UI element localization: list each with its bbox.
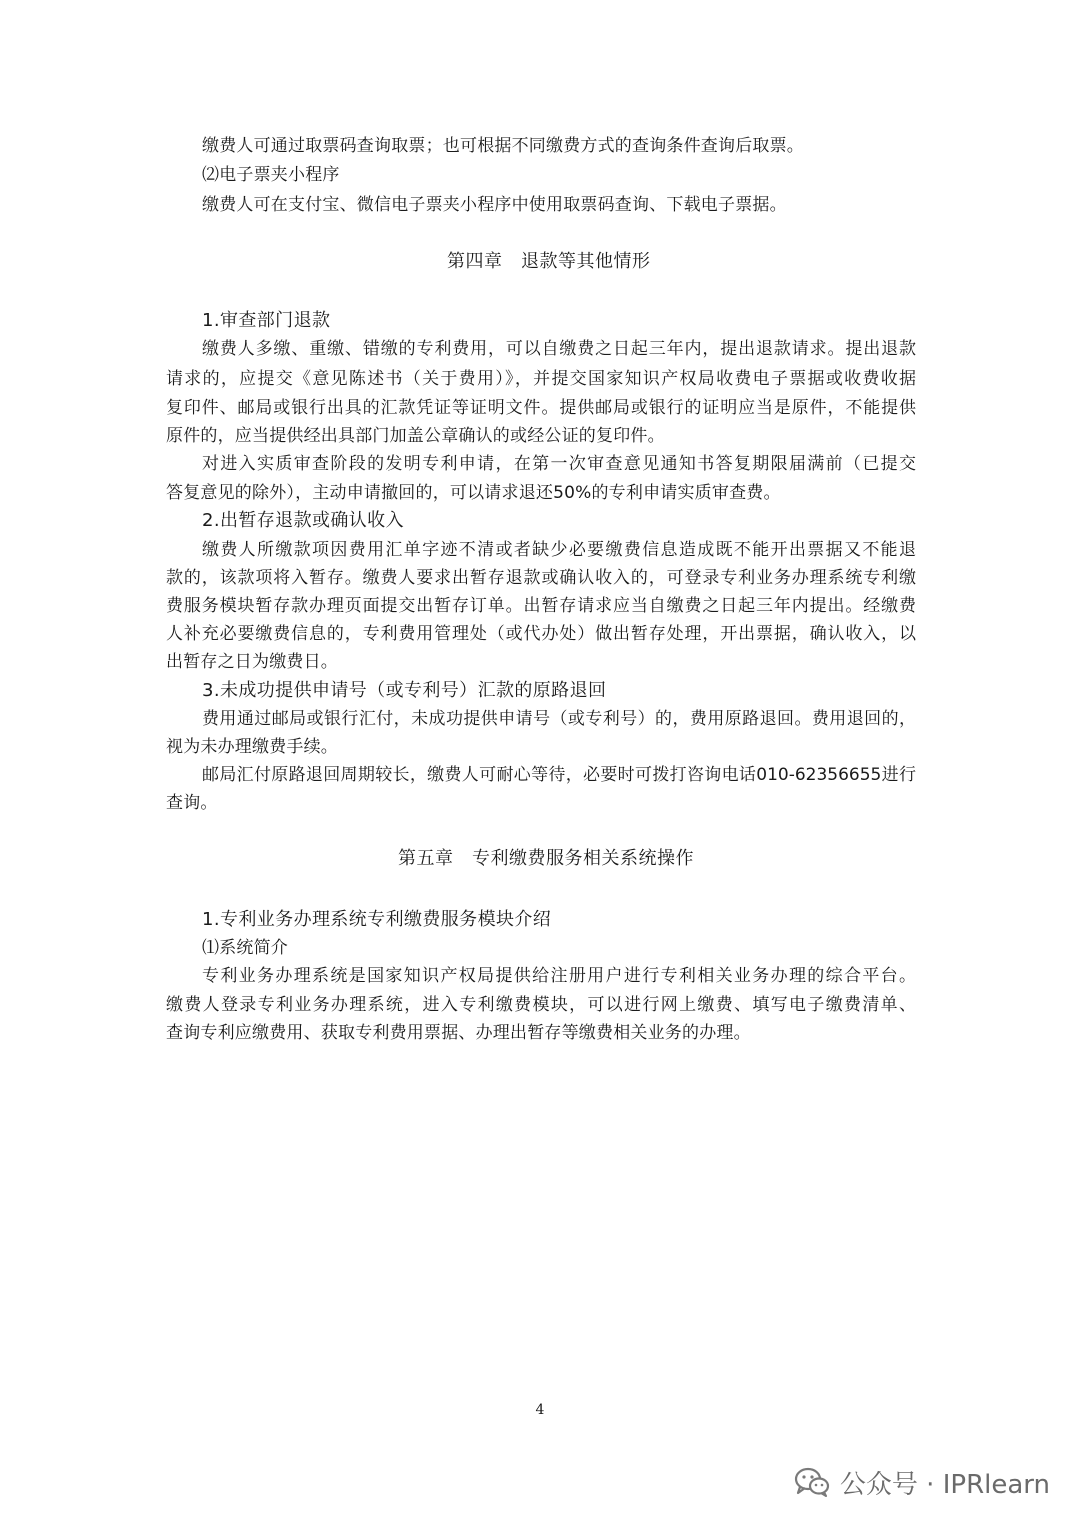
- intro-line-2: 缴费人可在支付宝、微信电子票夹小程序中使用取票码查询、下载电子票据。: [202, 195, 787, 215]
- paragraph-line: 答复意见的除外），主动申请撤回的，可以请求退还50%的专利申请实质审查费。: [166, 483, 781, 503]
- paragraph-line: 人补充必要缴费信息的，专利费用管理处（或代办处）做出暂存处理，开出票据，确认收入，以: [166, 624, 916, 644]
- paragraph-line: 对进入实质审查阶段的发明专利申请，在第一次审查意见通知书答复期限届满前（已提交: [202, 454, 916, 474]
- paragraph-line: 缴费人多缴、重缴、错缴的专利费用，可以自缴费之日起三年内，提出退款请求。提出退款: [202, 339, 916, 359]
- paragraph-line: 原件的，应当提供经出具部门加盖公章确认的或经公证的复印件。: [166, 426, 665, 446]
- chapter-5-title: 第五章 专利缴费服务相关系统操作: [398, 848, 694, 869]
- watermark: [794, 1462, 1050, 1502]
- paragraph-line: 缴费人登录专利业务办理系统，进入专利缴费模块，可以进行网上缴费、填写电子缴费清单、: [166, 995, 916, 1015]
- paragraph-line: 查询专利应缴费用、获取专利费用票据、办理出暂存等缴费相关业务的办理。: [166, 1023, 751, 1043]
- subsection-heading: ⑴系统简介: [202, 938, 288, 958]
- paragraph-line: 视为未办理缴费手续。: [166, 737, 338, 757]
- paragraph-line: 复印件、邮局或银行出具的汇款凭证等证明文件。提供邮局或银行的证明应当是原件，不能提供: [166, 398, 916, 418]
- paragraph-line: 邮局汇付原路退回周期较长，缴费人可耐心等待，必要时可拨打咨询电话010-62356655进行: [202, 765, 916, 785]
- intro-line-1: 缴费人可通过取票码查询取票；也可根据不同缴费方式的查询条件查询后取票。: [202, 136, 804, 156]
- wechat-icon: [794, 1467, 830, 1497]
- watermark-text: 公众号 · IPRlearn: [839, 1469, 1050, 1500]
- chapter-4-title: 第四章 退款等其他情形: [447, 251, 651, 272]
- paragraph-line: 缴费人所缴款项因费用汇单字迹不清或者缺少必要缴费信息造成既不能开出票据又不能退: [202, 540, 916, 560]
- paragraph-line: 请求的，应提交《意见陈述书（关于费用）》，并提交国家知识产权局收费电子票据或收费收据: [166, 369, 916, 389]
- intro-subheading: ⑵电子票夹小程序: [202, 165, 340, 185]
- paragraph-line: 查询。: [166, 793, 218, 813]
- paragraph-line: 费用通过邮局或银行汇付，未成功提供申请号（或专利号）的，费用原路退回。费用退回的，: [202, 709, 916, 729]
- section-5-1-heading: 1.专利业务办理系统专利缴费服务模块介绍: [202, 909, 552, 930]
- paragraph-line: 专利业务办理系统是国家知识产权局提供给注册用户进行专利相关业务办理的综合平台。: [202, 966, 916, 986]
- page-number: 4: [535, 1402, 545, 1418]
- paragraph-line: 款的，该款项将入暂存。缴费人要求出暂存退款或确认收入的，可登录专利业务办理系统专利缴: [166, 568, 916, 588]
- section-4-3-heading: 3.未成功提供申请号（或专利号）汇款的原路退回: [202, 680, 607, 701]
- paragraph-line: 费服务模块暂存款办理页面提交出暂存订单。出暂存请求应当自缴费之日起三年内提出。经缴费: [166, 596, 916, 616]
- section-4-2-heading: 2.出暂存退款或确认收入: [202, 510, 404, 531]
- section-4-1-heading: 1.审查部门退款: [202, 310, 331, 331]
- paragraph-line: 出暂存之日为缴费日。: [166, 652, 338, 672]
